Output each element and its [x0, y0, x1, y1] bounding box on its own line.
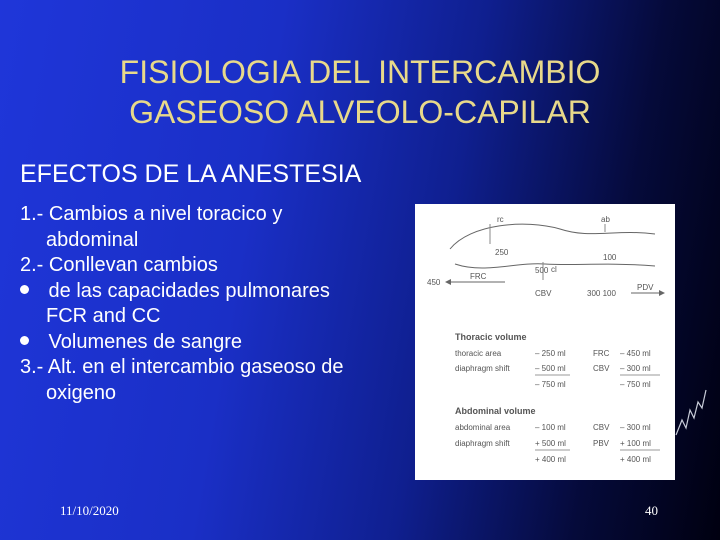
abdominal-cbv-label: CBV: [593, 423, 610, 432]
label-100-top: 100: [603, 253, 617, 262]
abdominal-shift-value: + 500 ml: [535, 439, 566, 448]
bullet-list: [20, 202, 420, 406]
abdominal-total: + 400 ml: [535, 455, 566, 464]
lung-volume-figure: [415, 204, 675, 480]
abdominal-shift-label: diaphragm shift: [455, 439, 510, 448]
thoracic-cbv-label: CBV: [593, 364, 610, 373]
thoracic-total: – 750 ml: [535, 380, 566, 389]
label-pdv: PDV: [637, 283, 654, 292]
footer-page-number: 40: [645, 503, 658, 518]
thoracic-total-2: – 750 ml: [620, 380, 651, 389]
rib-cage-curve: [450, 224, 655, 249]
thoracic-cbv-value: – 300 ml: [620, 364, 651, 373]
footer-date: 11/10/2020: [60, 503, 119, 518]
bullet-dot-icon: [20, 285, 29, 294]
abdominal-pbv-value: + 100 ml: [620, 439, 651, 448]
bullet-1-line-1: 1.- Cambios a nivel toracico y: [20, 203, 283, 225]
bullet-1-line-2: abdominal: [46, 228, 139, 251]
bullet-4-text: Volumenes de sangre: [43, 330, 243, 353]
bullet-4: [20, 330, 420, 356]
abdominal-total-2: + 400 ml: [620, 455, 651, 464]
thoracic-area-value: – 250 ml: [535, 349, 566, 358]
label-rc: rc: [497, 215, 504, 224]
thoracic-area-label: thoracic area: [455, 349, 502, 358]
label-450: 450: [427, 278, 441, 287]
label-500: 500: [535, 266, 549, 275]
section-heading: EFECTOS DE LA ANESTESIA: [20, 160, 362, 188]
thoracic-shift-value: – 500 ml: [535, 364, 566, 373]
title-line-2: GASEOSO ALVEOLO-CAPILAR: [129, 94, 591, 130]
abdominal-volume-heading: Abdominal volume: [455, 406, 536, 416]
label-250: 250: [495, 248, 509, 257]
thoracic-frc-label: FRC: [593, 349, 610, 358]
handwritten-signature: [672, 380, 712, 440]
bullet-dot-icon: [20, 336, 29, 345]
abdominal-area-value: – 100 ml: [535, 423, 566, 432]
bullet-5-line-1: 3.- Alt. en el intercambio gaseoso de: [20, 356, 344, 378]
figure-diagram: [415, 204, 675, 480]
abdominal-area-label: abdominal area: [455, 423, 511, 432]
label-ab: ab: [601, 215, 610, 224]
pdv-arrowhead-icon: [659, 290, 665, 296]
thoracic-volume-heading: Thoracic volume: [455, 332, 527, 342]
signature-stroke: [676, 390, 706, 435]
frc-arrowhead-icon: [445, 279, 451, 285]
thoracic-frc-value: – 450 ml: [620, 349, 651, 358]
label-frc: FRC: [470, 272, 487, 281]
bullet-5-line-2: oxigeno: [46, 381, 117, 404]
title-line-1: FISIOLOGIA DEL INTERCAMBIO: [119, 54, 601, 90]
label-cl: cl: [551, 265, 557, 274]
abdominal-cbv-value: – 300 ml: [620, 423, 651, 432]
slide-title: [30, 52, 690, 132]
bullet-2: 2.- Conllevan cambios: [20, 254, 218, 276]
label-300-100: 300 100: [587, 289, 616, 298]
thoracic-shift-label: diaphragm shift: [455, 364, 510, 373]
label-cbv: CBV: [535, 289, 552, 298]
bullet-3-line-2: FCR and CC: [46, 305, 161, 327]
abdominal-pbv-label: PBV: [593, 439, 610, 448]
bullet-3-line-1: [20, 279, 420, 305]
bullet-3-text: de las capacidades pulmonares: [43, 279, 330, 302]
